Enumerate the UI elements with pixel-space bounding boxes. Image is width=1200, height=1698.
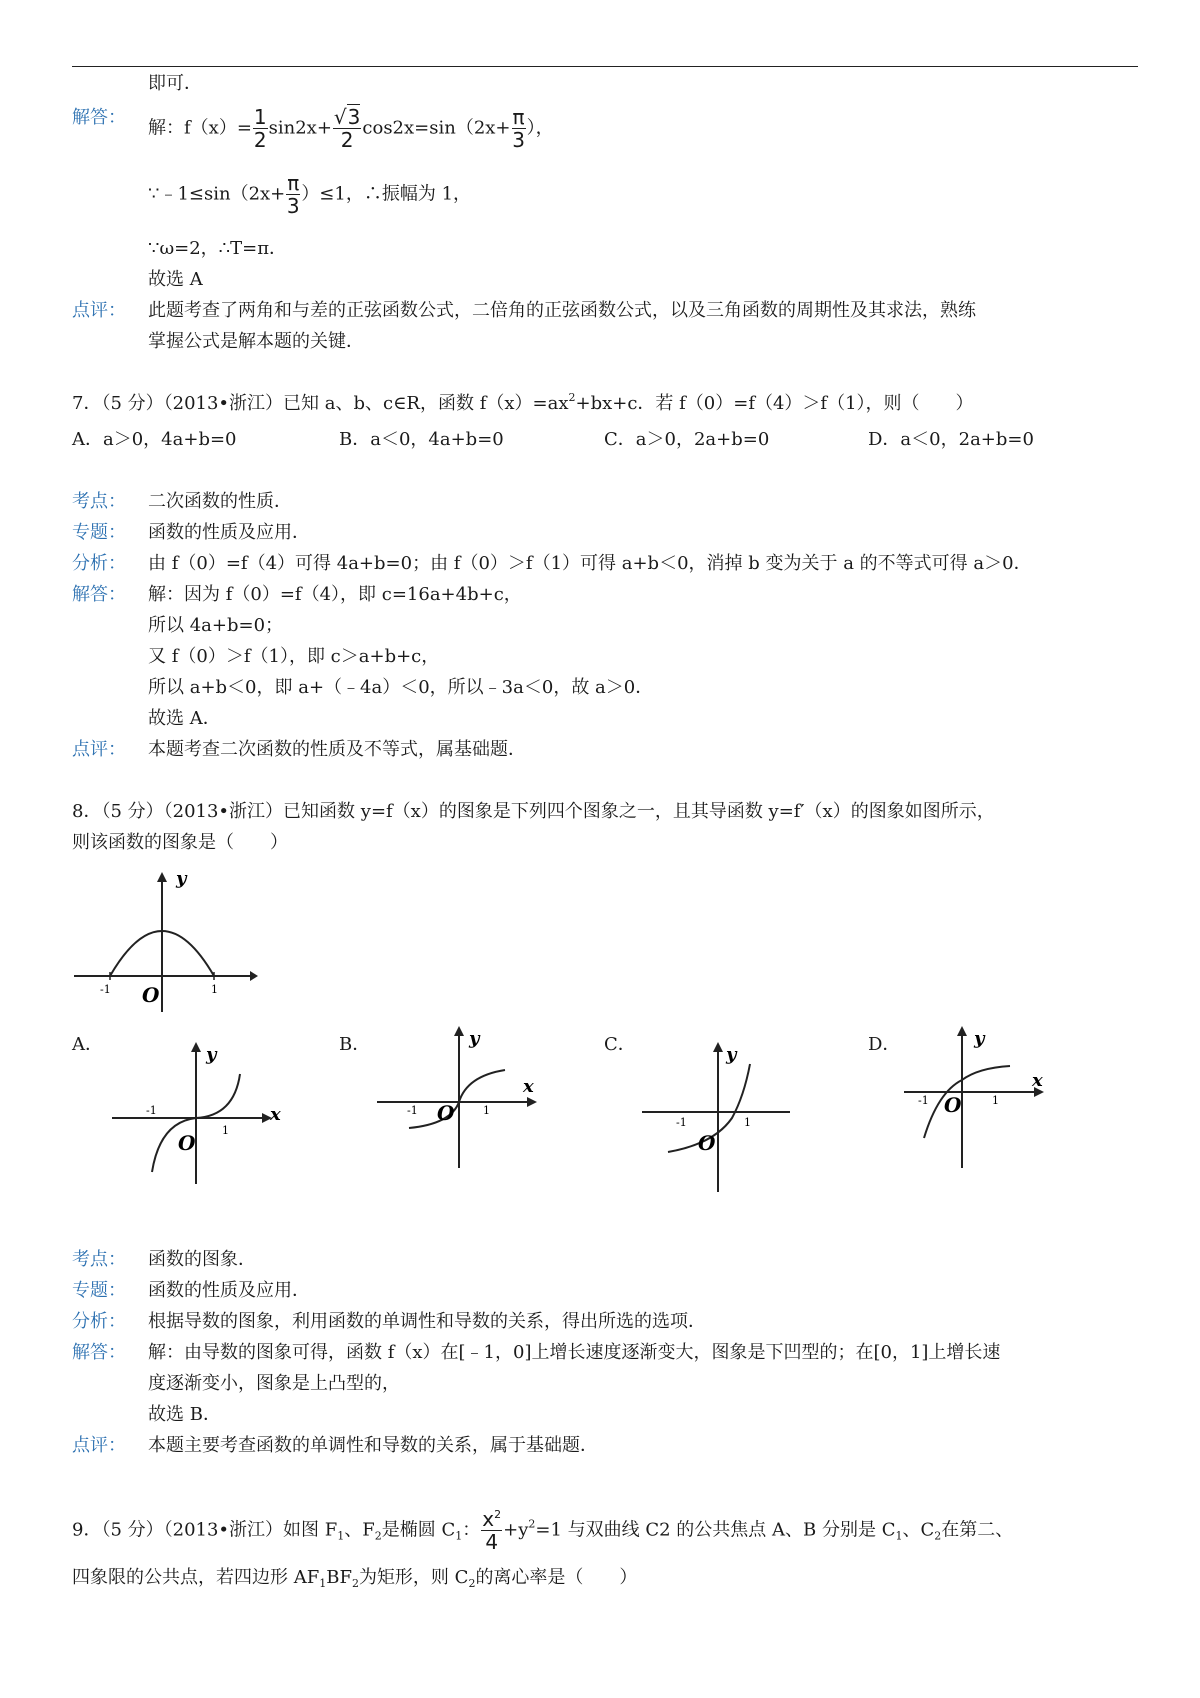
graph-b-y-label: y	[469, 1028, 480, 1049]
graph-c-origin: O	[698, 1131, 716, 1155]
graph-d-one: 1	[992, 1094, 999, 1107]
graph-c-neg1: -1	[676, 1116, 687, 1129]
graph-c-y-label: y	[726, 1044, 737, 1065]
y-axis-label: y	[176, 868, 187, 889]
q8-option-label-c: C．	[604, 1034, 636, 1055]
graph-a-x-label: x	[270, 1104, 281, 1125]
q7-option-d: D．a＜0，2a+b=0	[868, 429, 1034, 450]
q8-fenxi-label: 分析：	[72, 1311, 126, 1332]
fraction: $\frac{√3}{2}$	[333, 105, 361, 152]
graph-c-one: 1	[744, 1116, 751, 1129]
q7-option-b: B．a＜0，4a+b=0	[339, 429, 504, 450]
graph-d-y-label: y	[974, 1028, 985, 1049]
graph-b-x-label: x	[523, 1076, 534, 1097]
q7-jieda-line-2: 所以 4a+b=0；	[148, 615, 284, 636]
q7-option-c: C．a＞0，2a+b=0	[604, 429, 770, 450]
q7-option-a: A．a＞0，4a+b=0	[72, 429, 237, 450]
q8-option-label-a: A．	[72, 1034, 103, 1055]
q8-jieda-line-1: 解：由导数的图象可得，函数 f（x）在[﹣1，0]上增长速度逐渐变大，图象是下凹型的；在[0，1]上增长速	[148, 1342, 1001, 1363]
graph-b	[375, 1020, 555, 1170]
q8-dianping-label: 点评：	[72, 1435, 126, 1456]
q7-jieda-label: 解答：	[72, 584, 126, 605]
tick-label-1: 1	[211, 983, 218, 996]
derivative-graph	[72, 866, 262, 1016]
prev-review-line-2: 掌握公式是解本题的关键．	[148, 331, 364, 352]
q7-jieda-line-5: 故选 A．	[148, 708, 221, 729]
q7-stem: 7．（5 分）（2013•浙江）已知 a、b、c∈R，函数 $f(x)=ax^2+bx+c$．若 f（0）=f（4）＞f（1），则（ ）	[72, 391, 974, 414]
origin-label: O	[142, 983, 160, 1007]
q8-stem-line-1: 8．（5 分）（2013•浙江）已知函数 y=f（x）的图象是下列四个图象之一，且其导函数 y=f′（x）的图象如图所示，	[72, 801, 995, 822]
q8-zhuanti: 函数的性质及应用．	[148, 1280, 310, 1301]
y-axis-arrow	[157, 872, 167, 882]
graph-d-neg1: -1	[918, 1094, 929, 1107]
q8-fenxi: 根据导数的图象，利用函数的单调性和导数的关系，得出所选的选项．	[148, 1311, 706, 1332]
q8-zhuanti-label: 专题：	[72, 1280, 126, 1301]
q8-kaodian-label: 考点：	[72, 1249, 126, 1270]
graph-c	[640, 1036, 820, 1196]
prev-answer-line-4: 故选 A	[148, 269, 203, 290]
q7-dianping-label: 点评：	[72, 739, 126, 760]
q8-kaodian: 函数的图象．	[148, 1249, 256, 1270]
prev-answer-line-1: 解：f（x）= $\frac{1}{2}$ sin2x+ $\frac{√3}{2}$ cos2x=sin（2x+ $\frac{\pi}{3}$ ），	[148, 105, 554, 152]
q7-dianping: 本题考查二次函数的性质及不等式，属基础题．	[148, 739, 526, 760]
prev-answer-line-3: ∵ω=2，∴T=π．	[148, 238, 288, 259]
q7-fenxi: 由 f（0）=f（4）可得 4a+b=0；由 f（0）＞f（1）可得 a+b＜0，消掉 b 变为关于 a 的不等式可得 a＞0．	[148, 553, 1032, 574]
prev-jieda-label: 解答：	[72, 107, 126, 128]
x-axis-arrow	[250, 971, 258, 981]
graph-b-curve	[409, 1070, 505, 1128]
q8-jieda-line-2: 度逐渐变小，图象是上凸型的，	[148, 1373, 400, 1394]
q8-jieda-line-3: 故选 B．	[148, 1404, 221, 1425]
graph-b-neg1: -1	[407, 1104, 418, 1117]
fraction: $\frac{\pi}{3}$	[512, 105, 525, 152]
q9-stem-line-2: 四象限的公共点，若四边形 $AF_1BF_2$为矩形，则 $C_2$的离心率是（ ）	[72, 1567, 638, 1590]
fraction: $\frac{\pi}{3}$	[286, 171, 300, 218]
q8-jieda-label: 解答：	[72, 1342, 126, 1363]
q8-stem-line-2: 则该函数的图象是（ ）	[72, 832, 288, 853]
prev-dianping-label: 点评：	[72, 300, 126, 321]
header-rule	[72, 66, 1138, 67]
q7-jieda-line-3: 又 f（0）＞f（1），即 c＞a+b+c，	[148, 646, 440, 667]
q7-zhuanti-label: 专题：	[72, 522, 126, 543]
q7-fenxi-label: 分析：	[72, 553, 126, 574]
graph-d-x-label: x	[1032, 1070, 1043, 1091]
q7-kaodian: 二次函数的性质．	[148, 491, 292, 512]
q7-zhuanti: 函数的性质及应用．	[148, 522, 310, 543]
q7-jieda-line-4: 所以 a+b＜0，即 a+（﹣4a）＜0，所以﹣3a＜0，故 a＞0．	[148, 677, 654, 698]
tick-label-neg1: -1	[100, 983, 111, 996]
ellipse-fraction: $\frac{x^2}{4}$	[482, 1507, 502, 1554]
graph-a	[110, 1036, 290, 1186]
prev-review-line-1: 此题考查了两角和与差的正弦函数公式，二倍角的正弦函数公式，以及三角函数的周期性及其求法，熟练	[148, 300, 976, 321]
fraction: $\frac{1}{2}$	[253, 105, 267, 152]
q7-kaodian-label: 考点：	[72, 491, 126, 512]
q8-option-label-d: D．	[868, 1034, 901, 1055]
graph-b-origin: O	[437, 1101, 455, 1125]
graph-a-y-label: y	[206, 1044, 217, 1065]
graph-a-one: 1	[222, 1124, 229, 1137]
graph-d	[902, 1020, 1072, 1170]
prev-answer-line-2: ∵﹣1≤sin（2x+ $\frac{\pi}{3}$ ）≤1，∴振幅为 1，	[148, 171, 472, 218]
prev-continuation: 即可．	[148, 73, 202, 94]
q8-dianping: 本题主要考查函数的单调性和导数的关系，属于基础题．	[148, 1435, 598, 1456]
graph-a-origin: O	[178, 1131, 196, 1155]
q7-jieda-line-1: 解：因为 f（0）=f（4），即 c=16a+4b+c，	[148, 584, 522, 605]
graph-d-origin: O	[944, 1093, 962, 1117]
q8-option-label-b: B．	[339, 1034, 371, 1055]
q9-stem-line-1: 9．（5 分）（2013•浙江）如图 $F_1$、$F_2$是椭圆 $C_1$： $\frac{x^2}{4}$ $+y^2=1$ 与双曲线 C2 的公共焦点 A、B 分别是 $C_1$、$C_2$在第二、	[72, 1507, 1014, 1554]
graph-b-one: 1	[483, 1104, 490, 1117]
graph-a-neg1: -1	[146, 1104, 157, 1117]
